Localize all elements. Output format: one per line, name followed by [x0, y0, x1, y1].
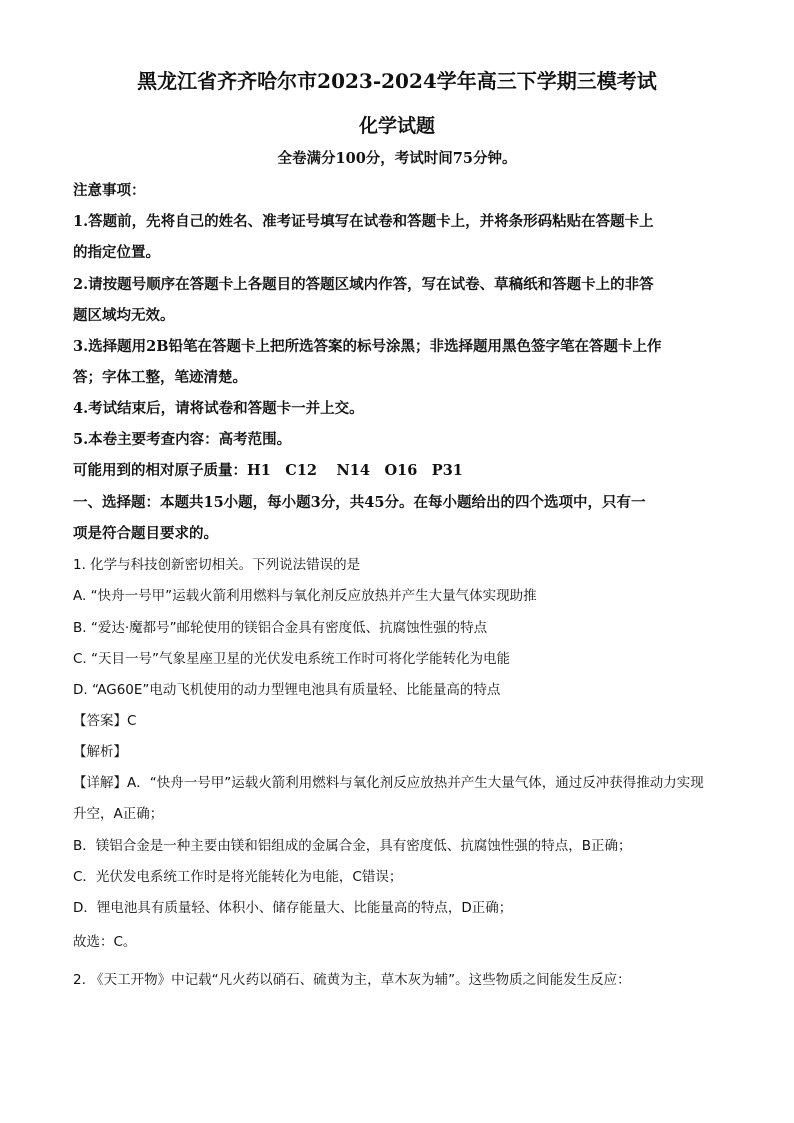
question-1-option-d: D. “AG60E”电动飞机使用的动力型锂电池具有质量轻、比能量高的特点 [73, 682, 501, 698]
question-2-stem: 2. 《天工开物》中记载“凡火药以硝石、硫黄为主，草木灰为辅”。这些物质之间能发生反应： [73, 972, 631, 988]
question-1-detail: C．光伏发电系统工作时是将光能转化为电能，C错误； [73, 869, 403, 885]
note-line: 的指定位置。 [73, 244, 160, 261]
notes-heading: 注意事项： [73, 182, 146, 199]
section-heading: 一、选择题：本题共15小题，每小题3分，共45分。在每小题给出的四个选项中，只有一 [73, 494, 646, 511]
question-1-answer: 【答案】C [73, 713, 137, 729]
note-line: 3.选择题用2B铅笔在答题卡上把所选答案的标号涂黑；非选择题用黑色签字笔在答题卡上作 [73, 338, 662, 355]
atomic-masses: 可能用到的相对原子质量：H1 C12 N14 O16 P31 [73, 462, 463, 479]
question-1-stem: 1. 化学与科技创新密切相关。下列说法错误的是 [73, 557, 361, 573]
note-line: 4.考试结束后，请将试卷和答题卡一并上交。 [73, 400, 364, 417]
question-1-detail: B．镁铝合金是一种主要由镁和铝组成的金属合金，具有密度低、抗腐蚀性强的特点，B正确； [73, 838, 632, 854]
question-1-detail: 升空，A正确； [73, 806, 164, 822]
question-1-option-c: C. “天目一号”气象星座卫星的光伏发电系统工作时可将化学能转化为电能 [73, 651, 510, 667]
section-heading-cont: 项是符合题目要求的。 [73, 525, 218, 542]
question-1-analysis-label: 【解析】 [73, 744, 127, 760]
note-line: 答；字体工整，笔迹清楚。 [73, 369, 247, 386]
document-title: 黑龙江省齐齐哈尔市2023-2024学年高三下学期三模考试 [137, 69, 657, 93]
question-1-option-a: A. “快舟一号甲”运载火箭利用燃料与氧化剂反应放热并产生大量气体实现助推 [73, 588, 537, 604]
note-line: 题区域均无效。 [73, 307, 175, 324]
question-1-detail: 【详解】A．“快舟一号甲”运载火箭利用燃料与氧化剂反应放热并产生大量气体，通过反冲获得推动力实现 [73, 775, 704, 791]
note-line: 1.答题前，先将自己的姓名、准考证号填写在试卷和答题卡上，并将条形码粘贴在答题卡上 [73, 213, 654, 230]
question-1-option-b: B. “爱达·魔都号”邮轮使用的镁铝合金具有密度低、抗腐蚀性强的特点 [73, 620, 488, 636]
note-line: 2.请按题号顺序在答题卡上各题目的答题区域内作答，写在试卷、草稿纸和答题卡上的非答 [73, 276, 654, 293]
exam-info: 全卷满分100分，考试时间75分钟。 [277, 150, 517, 167]
question-1-detail: D．锂电池具有质量轻、体积小、储存能量大、比能量高的特点，D正确； [73, 900, 513, 916]
document-subtitle: 化学试题 [358, 115, 435, 137]
question-1-conclusion: 故选：C。 [73, 934, 137, 950]
note-line: 5.本卷主要考查内容：高考范围。 [73, 431, 292, 448]
